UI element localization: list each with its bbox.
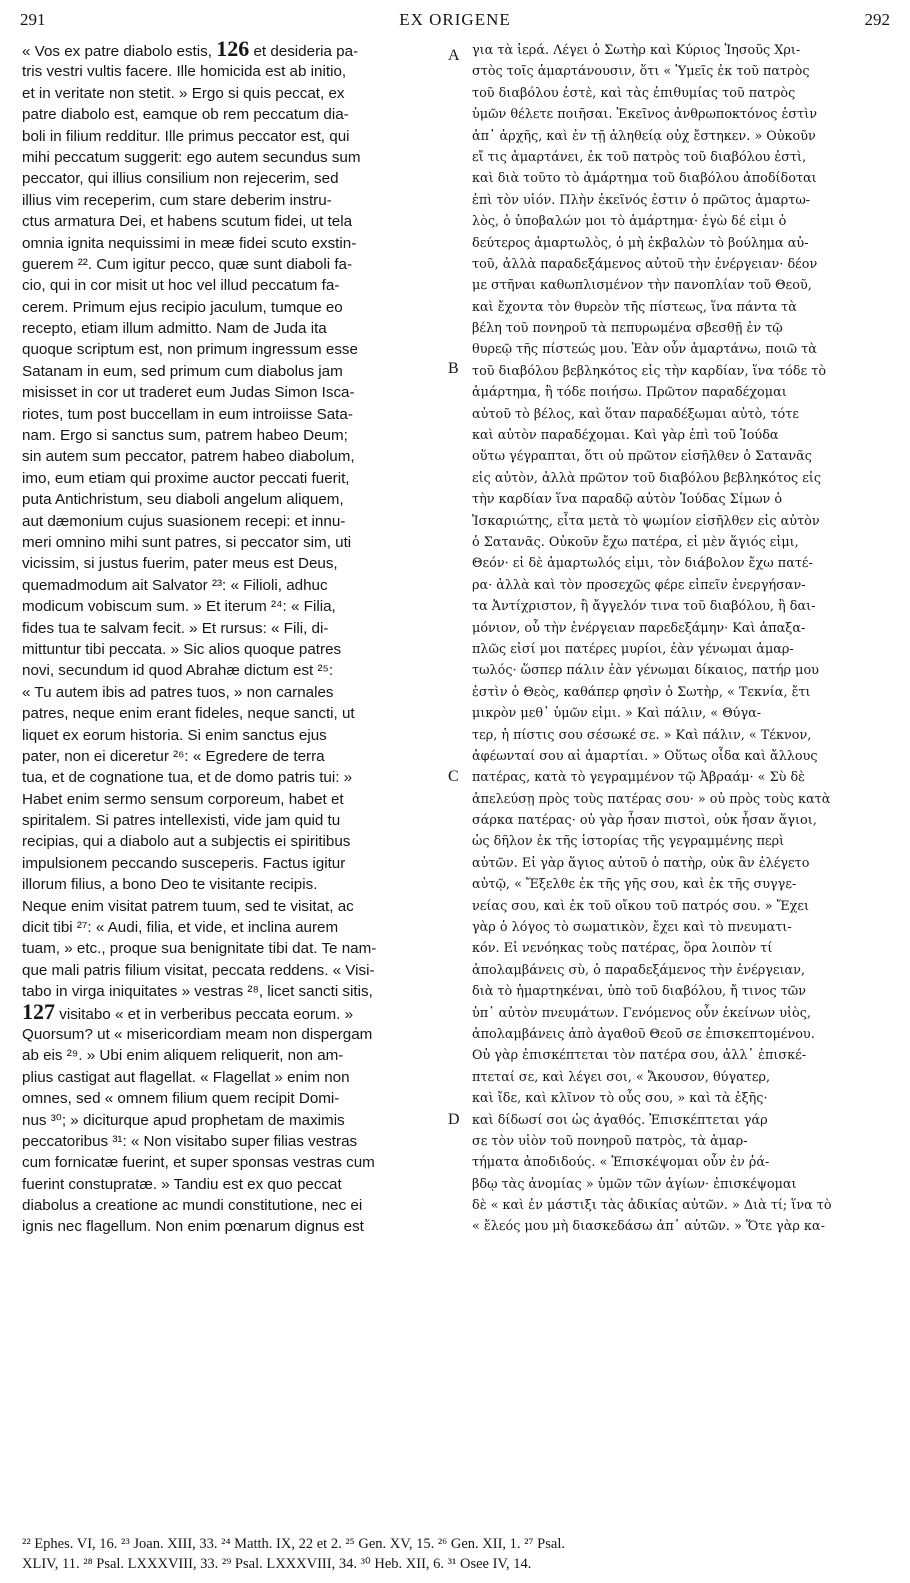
text-line: tris vestri vultis facere. Ille homicida est ab initio, <box>22 63 347 81</box>
text-line: μικρὸν μεθ᾽ ὑμῶν εἰμι. » Καὶ πάλιν, « Θύγα- <box>472 706 762 722</box>
text-line: riotes, tum post buccellam in eum introiisse Sata- <box>22 405 353 423</box>
text-line: ρα· ἀλλὰ καὶ τὸν προσεχῶς φέρε εἰπεῖν ἐνεργήσαν- <box>472 577 806 593</box>
page-number-right: 292 <box>864 10 890 29</box>
text-line: πλῶς εἰσί μοι πατέρες μυρίοι, ἐὰν γένωμαι ἁμαρ- <box>472 641 794 657</box>
text-line: quoque scriptum est, non primum ingressum esse <box>22 341 358 359</box>
text-line: εἴ τις ἁμαρτάνει, ἐκ τοῦ πατρὸς τοῦ διαβόλου ἐστὶ, <box>472 149 807 165</box>
text-line: puta Antichristum, seu diaboli angelum aliquem, <box>22 491 344 509</box>
text-line: εἰς αὐτὸν, ἀλλὰ πρῶτον τοῦ διαβόλου βεβληκότος εἰς <box>472 470 822 486</box>
text-line: aut dæmonium cujus suasionem recepi: et innu- <box>22 512 346 530</box>
latin-text: visitabo « et in verberibus peccata eorum. » <box>59 1005 354 1023</box>
text-line: δεύτερος ἁμαρτωλὸς, ὁ μὴ ἐκβαλὼν τὸ βούλημα αὐ- <box>472 235 809 251</box>
text-line: λὸς, ὁ ὑποβαλών μοι τὸ ἁμάρτημα· ἐγὼ δέ εἰμι ὁ <box>472 214 787 230</box>
margin-letter-c: C <box>448 768 459 785</box>
text-line: ὁ Σατανᾶς. Οὐκοῦν ἔχω πατέρα, εἰ μὲν ἅγιός εἰμι, <box>472 534 799 550</box>
running-header <box>20 10 890 36</box>
text-line: τοῦ διαβόλου βεβληκότος εἰς τὴν καρδίαν, ἵνα τόδε τὸ <box>472 363 827 379</box>
text-line: « ἔλεός μου μὴ διασκεδάσω ἀπ᾽ αὐτῶν. » Ὅτε γὰρ κα- <box>472 1219 825 1235</box>
text-line: cerem. Primum ejus recipio jaculum, tumque eo <box>22 298 343 316</box>
text-line: ἐπὶ τὸν υἱόν. Πλὴν ἐκεῖνός ἐστιν ὁ πρῶτος ἁμαρτω- <box>472 192 811 208</box>
text-line: ὑπ᾽ αὐτὸν πνευμάτων. Γενόμενος οὖν ἐκείνων υἱὸς, <box>472 1005 811 1021</box>
text-line: καὶ ἔχοντα τὸν θυρεὸν τῆς πίστεως, ἵνα πάντα τὰ <box>472 299 797 315</box>
latin-line <box>22 1003 442 1024</box>
page-number-left: 291 <box>20 10 46 29</box>
latin-text: « Vos ex patre diabolo estis, <box>22 43 212 60</box>
text-line: patre diabolo est, eamque ob rem peccatum dia- <box>22 106 349 124</box>
column-number-126: 126 <box>216 40 250 61</box>
text-line: tua, et de cognatione tua, et de domo patris tui: » <box>22 769 353 787</box>
margin-letter-b: B <box>448 360 459 377</box>
text-line: ἀπ᾽ ἀρχῆς, καὶ ἐν τῇ ἀληθείᾳ οὐχ ἔστηκεν. » Οὐκοῦν <box>472 128 816 144</box>
text-line: στὸς τοῖς ἁμαρτάνουσιν, ὅτι « Ὑμεῖς ἐκ τοῦ πατρὸς <box>472 64 810 80</box>
text-line: οὕτω γέγραπται, ὅτι οὐ πρῶτον εἰσῆλθεν ὁ Σατανᾶς <box>472 449 812 465</box>
text-line: πατέρας, κατὰ τὸ γεγραμμένον τῷ Ἀβραάμ· « Σὺ δὲ <box>472 770 806 786</box>
text-line: patres, neque enim erant fideles, neque sancti, ut <box>22 705 355 723</box>
latin-lines <box>22 1024 442 1238</box>
text-line: pater, non ei diceretur ²⁶: « Egredere de terra <box>22 747 325 765</box>
text-line: ὡς δῆλον ἐκ τῆς ἱστορίας τῆς γεγραμμένης περὶ <box>472 834 785 850</box>
text-line: modicum vobiscum sum. » Et iterum ²⁴: « Filia, <box>22 598 336 616</box>
latin-lines <box>22 61 442 1002</box>
text-line: βδῳ τὰς ἀνομίας » ὑμῶν τῶν ἁγίων· ἐπισκέψομαι <box>472 1176 797 1192</box>
text-line: nus ³⁰; » diciturque apud prophetam de maximis <box>22 1111 345 1129</box>
footnote-line: XLIV, 11. ²⁸ Psal. LXXXVIII, 33. ²⁹ Psal. LXXXVIII, 34. ³⁰ Heb. XII, 6. ³¹ Osee IV, 14. <box>22 1556 532 1572</box>
text-line: illius vim receperim, cum stare deberim instru- <box>22 191 332 209</box>
text-line: misisset in cor ut traderet eum Judas Simon Isca- <box>22 384 355 402</box>
text-line: ignis nec flagellum. Non enim pœnarum dignus est <box>22 1218 364 1236</box>
margin-letter-a: A <box>448 47 460 64</box>
text-line: καὶ δίδωσί σοι ὡς ἀγαθός. Ἐπισκέπτεται γάρ <box>472 1112 768 1128</box>
text-line: Θεόν· εἰ δὲ ἁμαρτωλός εἰμι, τὸν διάβολον ἔχω πατέ- <box>472 556 813 572</box>
text-line: « Tu autem ibis ad patres tuos, » non carnales <box>22 683 334 701</box>
running-title: EX ORIGENE <box>399 10 511 29</box>
text-line: tuam, » etc., proque sua benignitate tibi dat. Te nam- <box>22 940 377 958</box>
text-line: tabo in virga iniquitates » vestras ²⁸, licet sancti sitis, <box>22 983 373 1001</box>
text-line: mihi peccatum suggerit: ego autem secundus sum <box>22 148 361 166</box>
text-line: cum fornicatæ fuerint, et super sponsas vestras cum <box>22 1154 375 1172</box>
text-line: σε τὸν υἱὸν τοῦ πονηροῦ πατρὸς, τὰ ἁμαρ- <box>472 1133 748 1149</box>
text-line: Οὐ γὰρ ἐπισκέπτεται τὸν πατέρα σου, ἀλλ᾽ ἐπισκέ- <box>472 1048 807 1064</box>
text-line: fides tua te salvam fecit. » Et rursus: « Fili, di- <box>22 619 329 637</box>
text-line: liquet ex eorum historia. Si enim sanctus ejus <box>22 726 327 744</box>
text-line: recepto, etiam illum admitto. Nam de Juda ita <box>22 320 327 338</box>
text-line: κόν. Εἰ νενόηκας τοὺς πατέρας, ὅρα λοιπὸν τί <box>472 941 773 957</box>
text-line: τωλός· ὥσπερ πάλιν ἐὰν γένωμαι δίκαιος, πατήρ μου <box>472 663 819 679</box>
latin-line <box>22 40 442 61</box>
text-line: νείας σου, καὶ ἐκ τοῦ οἴκου τοῦ πατρός σου. » Ἔχει <box>472 898 809 914</box>
text-line: omnes, sed « omnem filium quem recipit Domi- <box>22 1090 340 1108</box>
text-line: imo, eum etiam qui proxime auctor peccati fuerit, <box>22 469 350 487</box>
text-line: γὰρ ὁ λόγος τὸ σωματικὸν, ἔχει καὶ τὸ πνευματι- <box>472 920 792 936</box>
text-line: novi, secundum id quod Abrahæ dictum est ²⁵: <box>22 662 334 680</box>
text-line: Habet enim sermo sensum corporeum, habet et <box>22 790 344 808</box>
text-line: τὴν καρδίαν ἵνα παραδῷ αὐτὸν Ἰούδας Σίμων ὁ <box>472 492 783 508</box>
text-line: αὐτῶν. Εἰ γὰρ ἅγιος αὐτοῦ ὁ πατὴρ, οὐκ ἂν ἐλέγετο <box>472 855 810 871</box>
text-line: mittuntur tibi peccata. » Sic alios quoque patres <box>22 640 342 658</box>
latin-text: et desideria pa- <box>253 43 359 60</box>
text-line: δὲ « καὶ ἐν μάστιξι τὰς ἀδικίας αὐτῶν. » Διὰ τί; ἵνα τὸ <box>472 1198 832 1214</box>
text-line: ἁμάρτημα, ἢ τόδε ποιήσω. Πρῶτον παραδέχομαι <box>472 385 787 401</box>
text-line: ὑμῶν θέλετε ποιῆσαι. Ἐκεῖνος ἀνθρωποκτόνος ἐστὶν <box>472 107 818 123</box>
greek-lines <box>472 40 894 1238</box>
text-line: ἀπολαμβάνεις ἀπὸ ἀγαθοῦ Θεοῦ σε ἐπισκεπτομένου. <box>472 1026 815 1042</box>
text-line: quemadmodum ait Salvator ²³: « Filioli, adhuc <box>22 576 328 594</box>
text-line: σάρκα πατέρας· οὐ γὰρ ἦσαν πιστοὶ, οὐκ ἦσαν ἅγιοι, <box>472 813 817 829</box>
greek-column <box>472 40 894 1238</box>
text-line: illorum filius, a bono Deo te visitante recipis. <box>22 876 318 894</box>
text-line: τερ, ἡ πίστις σου σέσωκέ σε. » Καὶ πάλιν, « Τέκνον, <box>472 727 812 743</box>
text-line: διὰ τὸ ἡμαρτηκέναι, ὑπὸ τοῦ διαβόλου, ἤ τινος τῶν <box>472 984 807 1000</box>
text-line: καὶ αὐτὸν παραδέχομαι. Καὶ γὰρ ἐπὶ τοῦ Ἰούδα <box>472 428 779 444</box>
text-line: πτεταί σε, καὶ λέγει σοι, « Ἄκουσον, θύγατερ, <box>472 1069 771 1085</box>
text-line: τοῦ, ἀλλὰ παραδεξάμενος αὐτοῦ τὴν ἐνέργειαν· δέον <box>472 256 818 272</box>
text-line: ἀφέωνταί σου αἱ ἁμαρτίαι. » Οὕτως οἶδα καὶ ἄλλους <box>472 748 818 764</box>
text-line: Ἰσκαριώτης, εἶτα μετὰ τὸ ψωμίον εἰσῆλθεν εἰς αὐτὸν <box>472 513 820 529</box>
text-line: peccatoribus ³¹: « Non visitabo super filias vestras <box>22 1132 358 1150</box>
text-line: αὐτοῦ τὸ βέλος, καὶ ὅταν παραδέξωμαι αὐτὸ, τότε <box>472 406 799 422</box>
text-line: cio, qui in cor misit ut hoc vel illud peccatum fa- <box>22 277 340 295</box>
text-line: diabolus a creatione ac mundi constitutione, nec ei <box>22 1197 363 1215</box>
text-line: καὶ διὰ τοῦτο τὸ ἁμάρτημα τοῦ διαβόλου ἀποδίδοται <box>472 171 817 187</box>
text-line: καὶ ἴδε, καὶ κλῖνον τὸ οὖς σου, » καὶ τὰ ἑξῆς· <box>472 1091 768 1107</box>
text-line: vicissim, si justus fuerim, pater meus est Deus, <box>22 555 338 573</box>
text-line: αὐτῷ, « Ἔξελθε ἐκ τῆς γῆς σου, καὶ ἐκ τῆς συγγε- <box>472 877 797 893</box>
text-line: meri omnino mihi sunt patres, si peccator sim, uti <box>22 533 352 551</box>
text-line: fuerint constupratæ. » Tandiu est ex quo peccat <box>22 1175 342 1193</box>
text-line: ἀπολαμβάνεις σὺ, ὁ παραδεξάμενος τὴν ἐνέργειαν, <box>472 962 806 978</box>
text-line: que mali patris filium visitat, peccata reddens. « Visi- <box>22 961 375 979</box>
text-line: nam. Ergo si sanctus sum, patrem habeo Deum; <box>22 427 348 445</box>
text-line: τοῦ διαβόλου ἐστὲ, καὶ τὰς ἐπιθυμίας τοῦ πατρὸς <box>472 85 796 101</box>
text-line: ctus armatura Dei, et habens scutum fidei, ut tela <box>22 213 353 231</box>
text-line: βέλη τοῦ πονηροῦ τὰ πεπυρωμένα σβεσθῇ ἐν τῷ <box>472 321 783 337</box>
text-line: θυρεῷ τῆς πίστεώς μου. Ἐὰν οὖν ἁμαρτάνω, ποιῶ τὰ <box>472 342 817 358</box>
text-line: guerem ²². Cum igitur pecco, quæ sunt diaboli fa- <box>22 255 353 273</box>
margin-letter-d: D <box>448 1111 460 1128</box>
text-line: Satanam in eum, sed primum cum diabolus jam <box>22 362 343 380</box>
text-line: et in veritate non stetit. » Ergo si quis peccat, ex <box>22 84 345 102</box>
text-line: Neque enim visitat patrem tuum, sed te visitat, ac <box>22 897 354 915</box>
text-line: για τὰ ἱερά. Λέγει ὁ Σωτὴρ καὶ Κύριος Ἰησοῦς Χρι- <box>472 43 801 58</box>
text-line: recipias, qui a diabolo aut a subjectis ei spiritibus <box>22 833 351 851</box>
text-line: dicit tibi ²⁷: « Audi, filia, et vide, et inclina aurem <box>22 919 339 937</box>
text-line: με στῆναι καθωπλισμένον τὴν πανοπλίαν τοῦ Θεοῦ, <box>472 278 812 294</box>
text-line: ἐστὶν ὁ Θεὸς, καθάπερ φησὶν ὁ Σωτὴρ, « Τεκνία, ἔτι <box>472 684 811 700</box>
text-line: omnia ignita nequissimi in meæ fidei scuto exstin- <box>22 234 357 252</box>
text-line: ἀπελεύσῃ πρὸς τοὺς πατέρας σου· » οὐ πρὸς τοὺς κατὰ <box>472 791 831 807</box>
text-line: plius castigat aut flagellat. « Flagellat » enim non <box>22 1068 350 1086</box>
text-line: boli in filium redditur. Ille primus peccator est, qui <box>22 127 350 145</box>
text-line: spiritalem. Si patres intellexisti, vide jam quid tu <box>22 812 341 830</box>
text-line: ab eis ²⁹. » Ubi enim aliquem reliquerit, non am- <box>22 1047 344 1065</box>
text-line: μόνιον, οὗ τὴν ἐνέργειαν παρεδεξάμην· Καὶ ἁπαξα- <box>472 620 806 636</box>
column-number-127: 127 <box>22 1002 55 1024</box>
text-line: peccator, qui illius consilium non rejecerim, sed <box>22 170 339 188</box>
text-line: Quorsum? ut « misericordiam meam non dispergam <box>22 1025 373 1043</box>
footnotes <box>22 1534 892 1574</box>
text-line: impulsionem peccando susceperis. Factus igitur <box>22 854 346 872</box>
text-line: τήματα ἀποδιδούς. « Ἐπισκέψομαι οὖν ἐν ῥά- <box>472 1155 770 1171</box>
text-line: sin autem sum peccator, patrem habeo diabolum, <box>22 448 355 466</box>
latin-column <box>22 40 442 1238</box>
text-line: τα Ἀντίχριστον, ἢ ἄγγελόν τινα τοῦ διαβόλου, ἢ δαι- <box>472 599 816 615</box>
footnote-line: ²² Ephes. VI, 16. ²³ Joan. XIII, 33. ²⁴ Matth. IX, 22 et 2. ²⁵ Gen. XV, 15. ²⁶ Gen. XII, 1. ²⁷ Psal. <box>22 1536 565 1552</box>
